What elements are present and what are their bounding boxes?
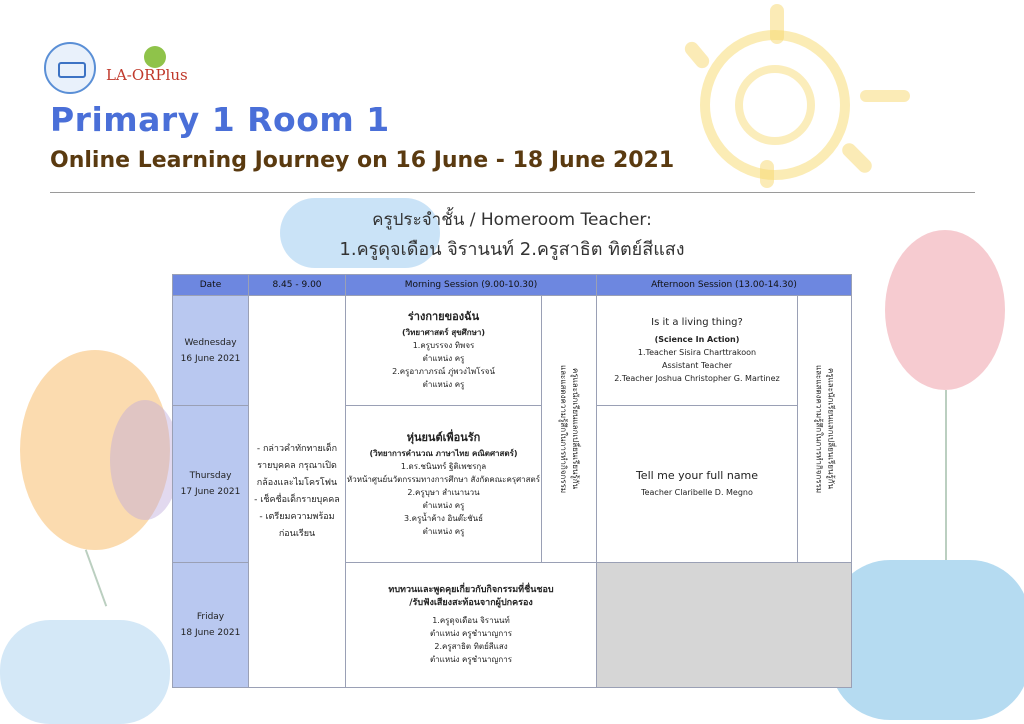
balloon-string xyxy=(945,390,947,560)
teacher-line: ตำแหน่ง ครู xyxy=(422,354,465,363)
teacher-line: 1.ครูบรรจง ทิพจร xyxy=(412,341,475,350)
day-date: 18 June 2021 xyxy=(180,628,241,638)
sun-ray xyxy=(839,140,874,175)
day-name: Wednesday xyxy=(184,337,237,348)
activity-subject: (วิทยาการคำนวณ ภาษาไทย คณิตศาสตร์) xyxy=(369,448,518,458)
homeroom-label: ครูประจำชั้น / Homeroom Teacher: xyxy=(372,210,652,230)
activity-title: ทบทวนและพูดคุยเกี่ยวกับกิจกรรมที่ชื่นชอบ xyxy=(388,585,554,595)
teacher-line: 1.Teacher Sisira Charttrakoon xyxy=(637,348,757,357)
morning-reflection xyxy=(541,295,597,563)
purple-balloon-decoration xyxy=(110,400,180,520)
homeroom-names: 1.ครูดุจเดือน จิรานนท์ 2.ครูสาธิต ทิตย์สีแสง xyxy=(339,239,685,260)
logo-text: LA-ORPlus xyxy=(106,66,188,84)
activity-title: ร่างกายของฉัน xyxy=(407,310,480,323)
checkin-line: ก่อนเรียน xyxy=(278,528,316,539)
schedule-table xyxy=(172,274,852,688)
day-name: Friday xyxy=(196,612,225,622)
activity-title: Is it a living thing? xyxy=(651,317,743,328)
activity-title: หุ่นยนต์เพื่อนรัก xyxy=(406,430,481,444)
reflection-text xyxy=(813,365,837,493)
activity-subject: (วิทยาศาสตร์ สุขศึกษา) xyxy=(401,328,486,337)
checkin-line: - เช็คชื่อเด็กรายบุคคล xyxy=(254,494,340,505)
sun-ray xyxy=(860,90,910,102)
morning-thursday xyxy=(345,405,542,563)
afternoon-wednesday xyxy=(596,295,798,406)
header-time: 8.45 - 9.00 xyxy=(248,274,346,296)
reflection-line: และแสดงความรู้สึกในการทำกิจกรรม xyxy=(559,364,568,494)
sun-ray xyxy=(682,39,712,71)
checkin-line: รายบุคคล กรุณาเปิด xyxy=(257,460,337,471)
checkin-line: - เตรียมความพร้อม xyxy=(259,511,335,522)
la-or-plus-logo xyxy=(106,46,196,90)
teacher-line: 2.ครูอาภาภรณ์ ภู่พวงไพโรจน์ xyxy=(392,367,495,376)
teacher-line: ตำแหน่ง ครูชำนาญการ xyxy=(429,655,512,664)
school-logo xyxy=(44,42,96,94)
activity-subject: (Science In Action) xyxy=(654,335,740,344)
reflection-line: ครูและนักเรียนแลกเปลี่ยนเรียนรู้กัน xyxy=(571,368,580,490)
day-friday xyxy=(172,562,249,688)
day-date: 17 June 2021 xyxy=(180,487,241,497)
teacher-line: ตำแหน่ง ครู xyxy=(422,526,465,536)
page-title: Primary 1 Room 1 xyxy=(50,100,390,139)
tree-icon xyxy=(144,46,166,68)
teacher-line: 1.ครูดุจเดือน จิรานนท์ xyxy=(432,616,510,625)
cloud-decoration xyxy=(0,620,170,724)
divider xyxy=(50,192,975,193)
checkin-line: - กล่าวคำทักทายเด็ก xyxy=(256,443,338,454)
sun-spiral-decoration xyxy=(735,65,815,145)
reflection-text xyxy=(557,365,581,493)
header-morning: Morning Session (9.00-10.30) xyxy=(345,274,597,296)
checkin-activities xyxy=(248,295,346,688)
teacher-line: 2.ครูสาธิต ทิตย์สีแสง xyxy=(434,642,508,651)
morning-friday xyxy=(345,562,597,688)
morning-wednesday xyxy=(345,295,542,406)
sun-ray xyxy=(760,160,774,188)
teacher-line: 2.Teacher Joshua Christopher G. Martinez xyxy=(614,374,780,383)
teacher-line: ตำแหน่ง ครู xyxy=(422,500,465,510)
teacher-line: ตำแหน่ง ครู xyxy=(422,380,465,389)
activity-title: /รับฟังเสียงสะท้อนจากผู้ปกครอง xyxy=(409,598,533,608)
day-wednesday xyxy=(172,295,249,406)
afternoon-reflection xyxy=(797,295,852,563)
afternoon-thursday xyxy=(596,405,798,563)
day-name: Thursday xyxy=(189,471,232,481)
sun-ray xyxy=(770,4,784,44)
page-subtitle: Online Learning Journey on 16 June - 18 June 2021 xyxy=(50,148,675,173)
afternoon-friday-empty xyxy=(596,562,852,688)
day-thursday xyxy=(172,405,249,563)
teacher-line: ตำแหน่ง ครูชำนาญการ xyxy=(429,629,512,638)
teacher-line: หัวหน้าศูนย์นวัตกรรมทางการศึกษา สังกัดคณะครุศาสตร์ xyxy=(346,474,541,484)
teacher-line: 2.ครูบุษา สำเนานวน xyxy=(407,487,480,497)
balloon-string xyxy=(85,549,107,606)
reflection-line: ครูและนักเรียนแลกเปลี่ยนเรียนรู้กัน xyxy=(826,368,836,490)
header-afternoon: Afternoon Session (13.00-14.30) xyxy=(596,274,852,296)
teacher-line: Assistant Teacher xyxy=(661,361,733,370)
blue-cloud-decoration xyxy=(830,560,1024,720)
reflection-line: และแสดงความรู้สึกในการทำกิจกรรม xyxy=(814,364,824,494)
header-date: Date xyxy=(172,274,249,296)
teacher-line: 3.ครูน้ำค้าง อินต๊ะชันธ์ xyxy=(403,513,484,523)
checkin-line: กล้องและไมโครโฟน xyxy=(256,477,338,488)
day-date: 16 June 2021 xyxy=(180,353,241,364)
teacher-line: Teacher Claribelle D. Megno xyxy=(641,488,753,497)
activity-title: Tell me your full name xyxy=(635,469,759,482)
teacher-line: 1.ดร.ชนินทร์ ฐิติเพชรกุล xyxy=(400,461,487,471)
